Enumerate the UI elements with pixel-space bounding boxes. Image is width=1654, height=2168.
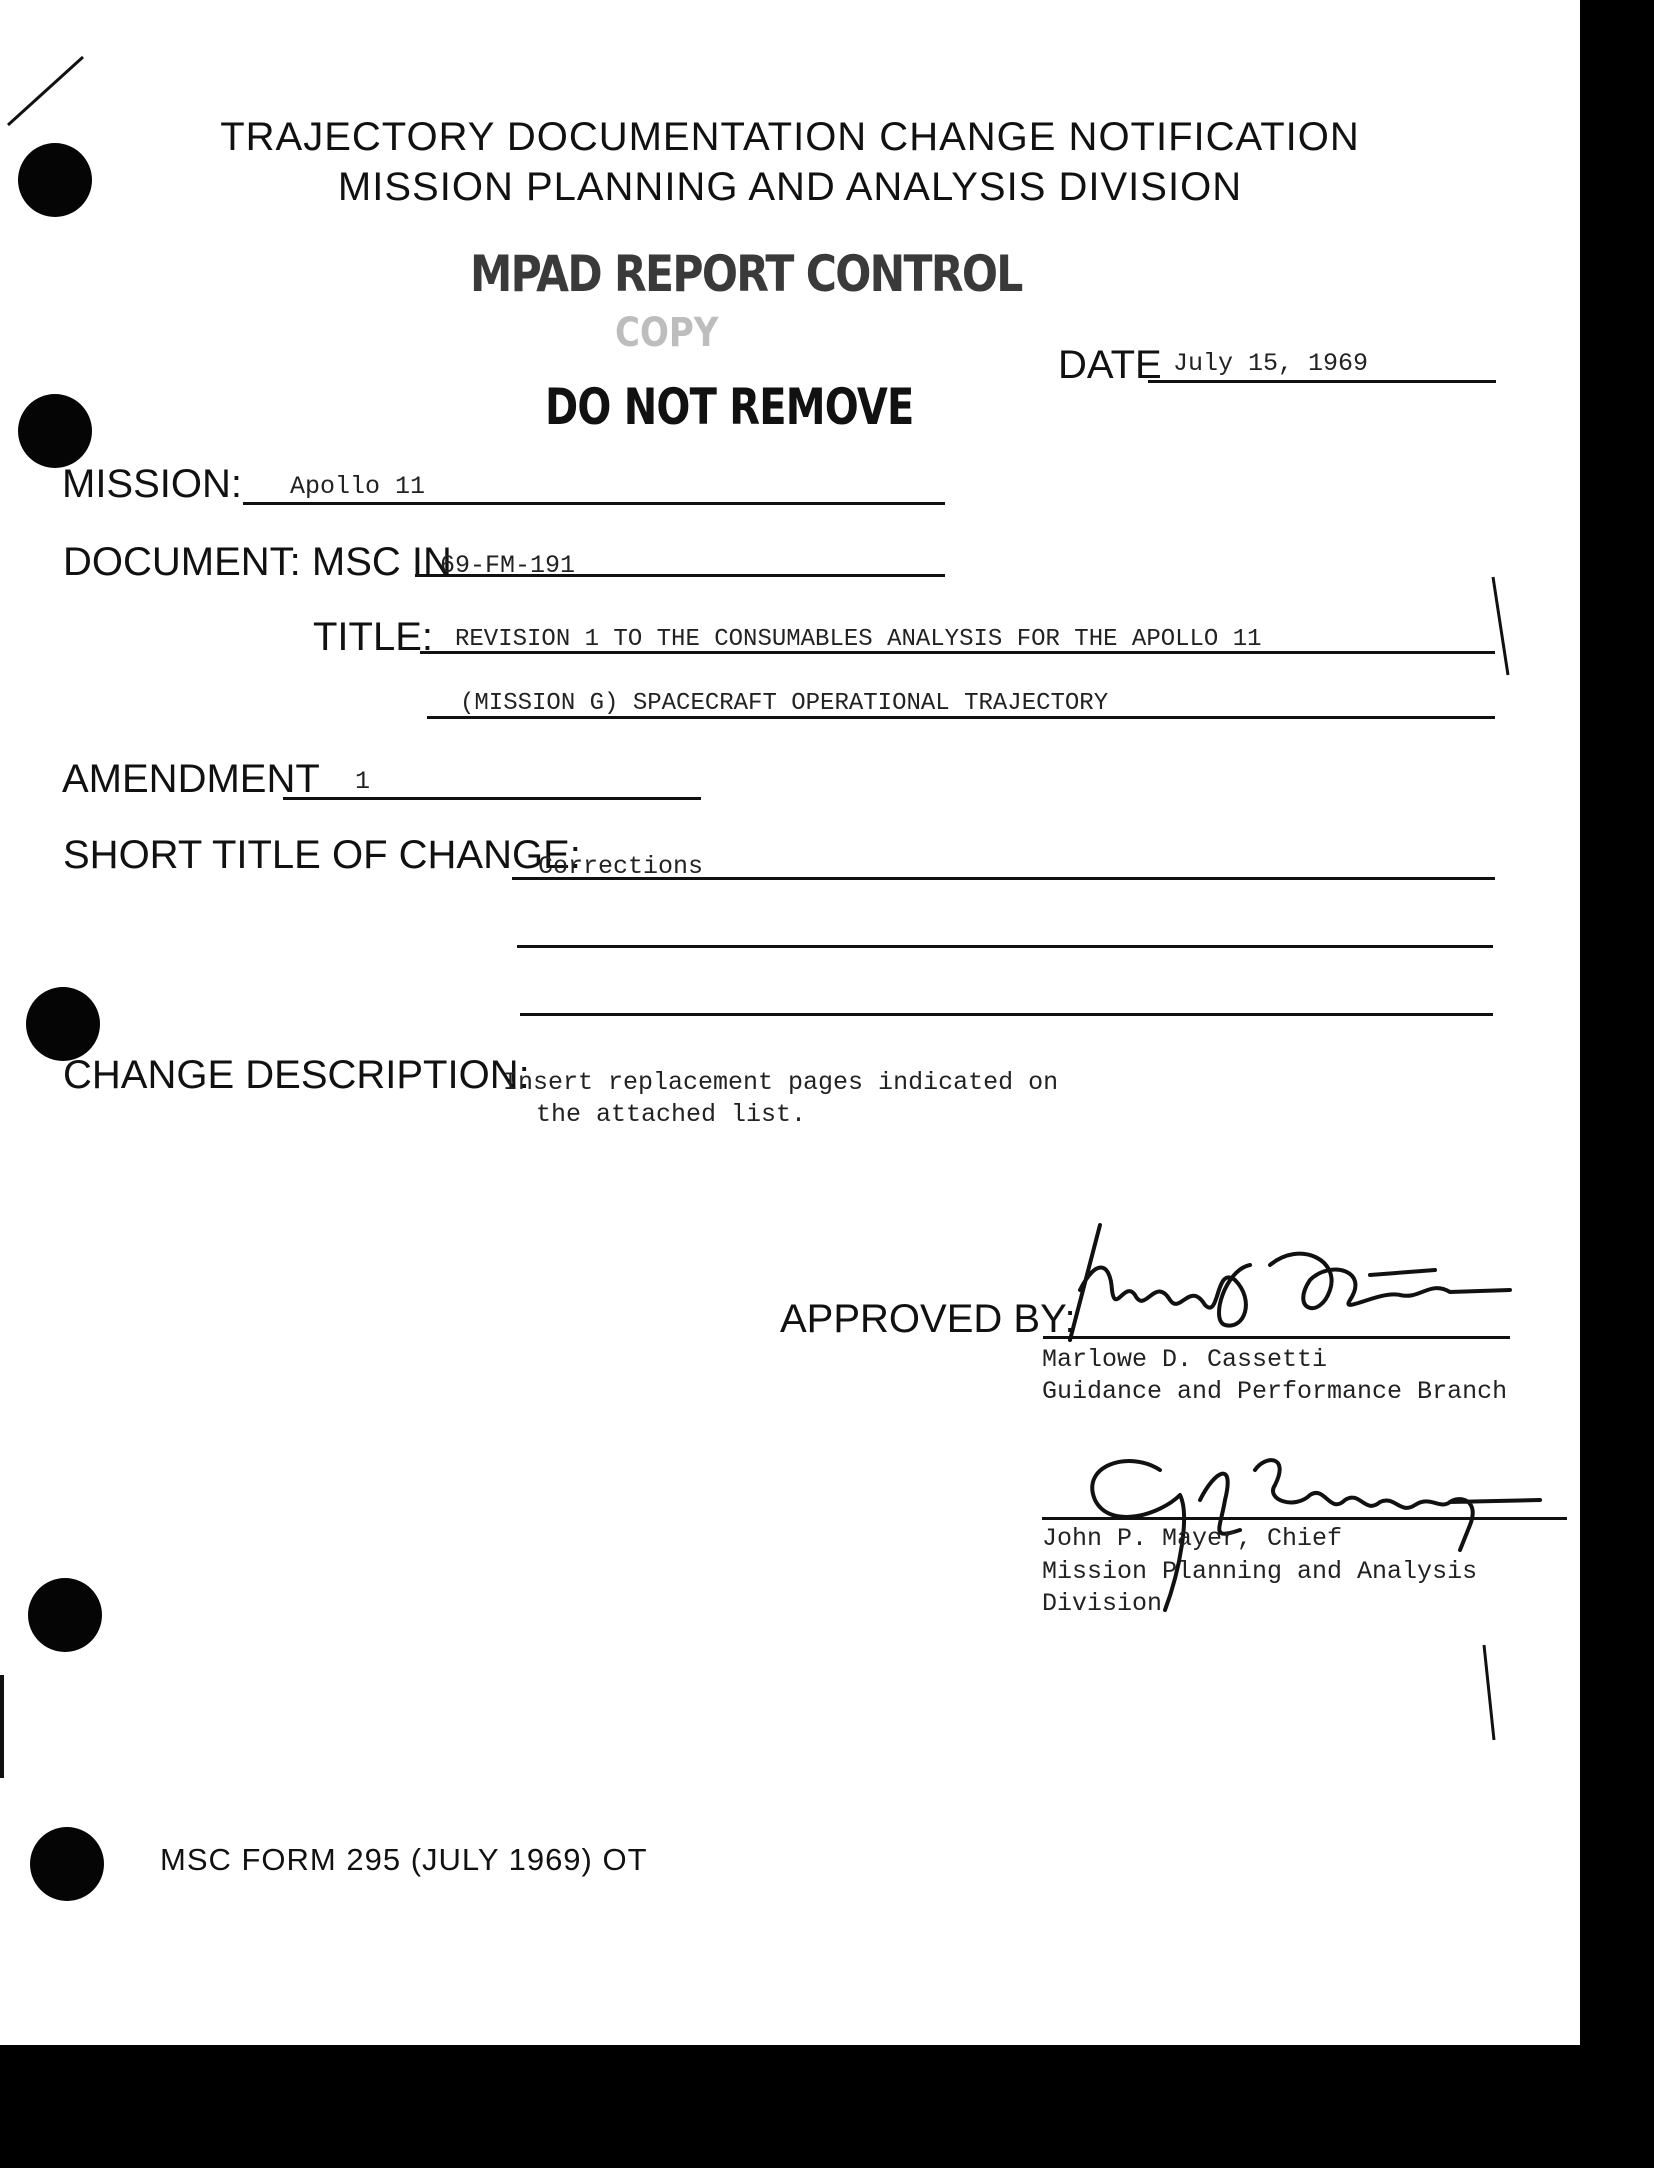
- report-control-stamp-line1: MPAD REPORT CONTROL: [470, 245, 1022, 303]
- approver1-name: Marlowe D. Cassetti: [1042, 1345, 1328, 1374]
- document-label: DOCUMENT: MSC IN: [63, 540, 452, 584]
- short-title-label: SHORT TITLE OF CHANGE:: [63, 833, 581, 877]
- punch-hole: [18, 394, 92, 468]
- scan-mark: [1480, 1640, 1500, 1750]
- short-title-underline-3: [520, 1013, 1493, 1016]
- report-control-stamp-line3: DO NOT REMOVE: [545, 378, 914, 436]
- amendment-label: AMENDMENT: [62, 757, 320, 801]
- short-title-value: Corrections: [538, 852, 704, 881]
- date-value: July 15, 1969: [1173, 349, 1369, 378]
- form-id: MSC FORM 295 (JULY 1969) OT: [160, 1842, 648, 1877]
- form-subtitle: MISSION PLANNING AND ANALYSIS DIVISION: [337, 165, 1243, 209]
- punch-hole: [28, 1578, 102, 1652]
- short-title-underline-2: [517, 945, 1493, 948]
- amendment-value: 1: [355, 767, 371, 796]
- approver1-org: Guidance and Performance Branch: [1042, 1377, 1508, 1406]
- title-label: TITLE:: [313, 615, 434, 659]
- document-value: 69-FM-191: [440, 551, 576, 580]
- change-description-line2: the attached list.: [536, 1100, 807, 1129]
- title-value-line1: REVISION 1 TO THE CONSUMABLES ANALYSIS FOR THE APOLLO 11: [455, 626, 1262, 653]
- punch-hole: [30, 1827, 104, 1901]
- approved-by-label: APPROVED BY:: [780, 1297, 1076, 1341]
- report-control-stamp-line2: COPY: [615, 310, 719, 356]
- punch-hole: [26, 987, 100, 1061]
- mission-label: MISSION:: [62, 462, 243, 506]
- mission-value: Apollo 11: [290, 472, 426, 501]
- scan-mark: [1485, 575, 1515, 685]
- scan-mark: [0, 1670, 10, 1785]
- amendment-underline: [283, 797, 701, 800]
- title-value-line2: (MISSION G) SPACECRAFT OPERATIONAL TRAJECTORY: [460, 690, 1109, 717]
- approver2-org-line2: Division: [1042, 1589, 1163, 1618]
- date-label: DATE: [1058, 343, 1162, 387]
- mission-underline: [243, 502, 945, 505]
- form-title: TRAJECTORY DOCUMENTATION CHANGE NOTIFICATION: [220, 115, 1360, 159]
- date-underline: [1148, 380, 1496, 383]
- approver2-name: John P. Mayer, Chief: [1042, 1524, 1343, 1553]
- change-description-line1: Insert replacement pages indicated on: [503, 1068, 1059, 1097]
- approver2-org-line1: Mission Planning and Analysis: [1042, 1557, 1478, 1586]
- change-description-label: CHANGE DESCRIPTION:: [63, 1053, 530, 1097]
- approver1-signature: [1040, 1220, 1520, 1350]
